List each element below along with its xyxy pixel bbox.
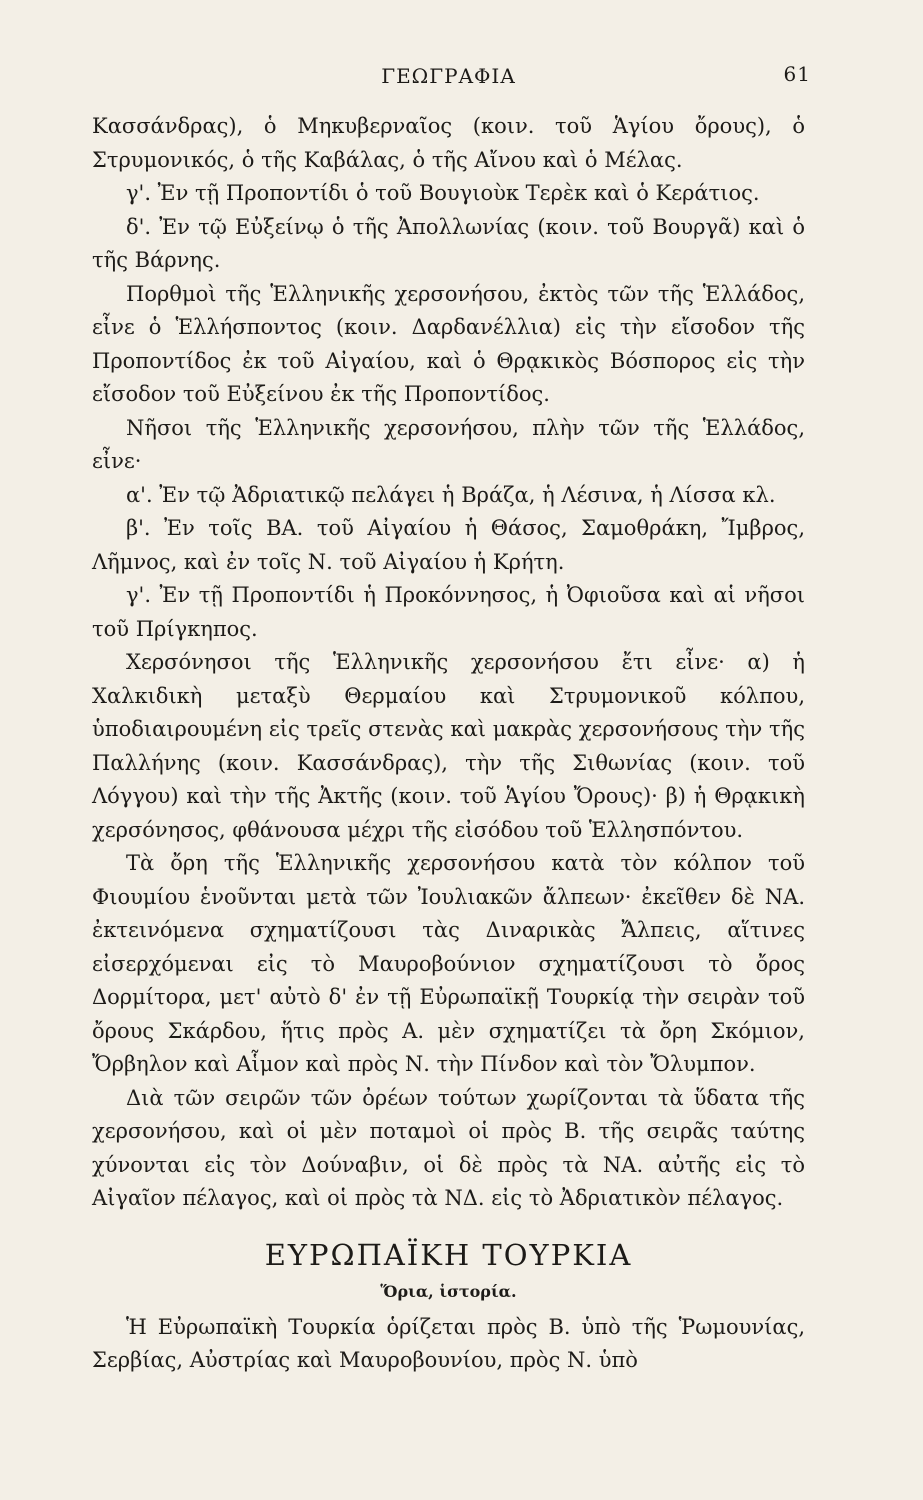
paragraph: β'. Ἐν τοῖς ΒΑ. τοῦ Αἰγαίου ἡ Θάσος, Σαμοθράκη, Ἴμβρος, Λῆμνος, καὶ ἐν τοῖς Ν. τοῦ Αἰγαίου ἡ Κρήτη. — [92, 516, 805, 574]
paragraph: γ'. Ἐν τῇ Προποντίδι ἡ Προκόννησος, ἡ Ὀφιοῦσα καὶ αἱ νῆσοι τοῦ Πρίγκηπος. — [92, 583, 805, 641]
paragraph: Κασσάνδρας), ὁ Μηκυβερναῖος (κοιν. τοῦ Ἁγίου ὄρους), ὁ Στρυμονικός, ὁ τῆς Καβάλας, ὁ τῆς Αἴνου καὶ ὁ Μέλας. — [92, 114, 805, 172]
paragraph: Νῆσοι τῆς Ἑλληνικῆς χερσονήσου, πλὴν τῶν τῆς Ἑλλάδος, εἶνε· — [92, 415, 805, 473]
paragraph: α'. Ἐν τῷ Ἀδριατικῷ πελάγει ἡ Βράζα, ἡ Λέσινα, ἡ Λίσσα κλ. — [126, 482, 776, 507]
section-body — [92, 1311, 805, 1378]
body-text — [92, 110, 805, 1216]
paragraph: δ'. Ἐν τῷ Εὐξείνῳ ὁ τῆς Ἀπολλωνίας (κοιν. τοῦ Βουργᾶ) καὶ ὁ τῆς Βάρνης. — [92, 214, 805, 272]
section-title: ΕΥΡΩΠΑΪΚΗ ΤΟΥΡΚΙΑ — [264, 1237, 633, 1272]
page-number: 61 — [783, 62, 811, 86]
paragraph: Ἡ Εὐρωπαϊκὴ Τουρκία ὁρίζεται πρὸς Β. ὑπὸ τῆς Ῥωμουνίας, Σερβίας, Αὐστρίας καὶ Μαυροβουνίου, πρὸς Ν. ὑπὸ — [92, 1314, 805, 1372]
running-title: ΓΕΩΓΡΑΦΙΑ — [381, 64, 516, 88]
section-subtitle: Ὅρια, ἱστορία. — [380, 1281, 517, 1301]
paragraph: γ'. Ἐν τῇ Προποντίδι ὁ τοῦ Βουγιοὺκ Τερὲκ καὶ ὁ Κεράτιος. — [126, 181, 760, 205]
running-head — [92, 58, 811, 98]
paragraph: Τὰ ὄρη τῆς Ἑλληνικῆς χερσονήσου κατὰ τὸν κόλπον τοῦ Φιουμίου ἑνοῦνται μετὰ τῶν Ἰουλιακῶν ἄλπεων· ἐκεῖθεν δὲ ΝΑ. ἐκτεινόμενα σχηματίζουσι τὰς Διναρικὰς Ἄλπεις, αἵτινες εἰσερχόμεναι εἰς τὸ Μαυροβούνιον σχηματίζουσι τὸ ὄρος Δορμίτορα, μετ' αὐτὸ δ' ἐν τῇ Εὐρωπαϊκῇ Τουρκίᾳ τὴν σειρὰν τοῦ ὄρους Σκάρδου, ἥτις πρὸς Α. μὲν σχηματίζει τὰ ὄρη Σκόμιον, Ὄρβηλον καὶ Αἷμον καὶ πρὸς Ν. τὴν Πίνδον καὶ τὸν Ὄλυμπον. — [92, 851, 805, 1076]
paragraph: Διὰ τῶν σειρῶν τῶν ὀρέων τούτων χωρίζονται τὰ ὕδατα τῆς χερσονήσου, καὶ οἱ μὲν ποταμοὶ οἱ πρὸς Β. τῆς σειρᾶς ταύτης χύνονται εἰς τὸν Δούναβιν, οἱ δὲ πρὸς τὰ ΝΑ. αὐτῆς εἰς τὸ Αἰγαῖον πέλαγος, καὶ οἱ πρὸς τὰ ΝΔ. εἰς τὸ Ἀδριατικὸν πέλαγος. — [92, 1085, 805, 1210]
paragraph: Πορθμοὶ τῆς Ἑλληνικῆς χερσονήσου, ἐκτὸς τῶν τῆς Ἑλλάδος, εἶνε ὁ Ἑλλήσποντος (κοιν. Δαρδανέλλια) εἰς τὴν εἴσοδον τῆς Προποντίδος ἐκ τοῦ Αἰγαίου, καὶ ὁ Θρᾳκικὸς Βόσπορος εἰς τὴν εἴσοδον τοῦ Εὐξείνου ἐκ τῆς Προποντίδος. — [92, 281, 805, 406]
paragraph: Χερσόνησοι τῆς Ἑλληνικῆς χερσονήσου ἔτι εἶνε· α) ἡ Χαλκιδικὴ μεταξὺ Θερμαίου καὶ Στρυμονικοῦ κόλπου, ὑποδιαιρουμένη εἰς τρεῖς στενὰς καὶ μακρὰς χερσονήσους τὴν τῆς Παλλήνης (κοιν. Κασσάνδρας), τὴν τῆς Σιθωνίας (κοιν. τοῦ Λόγγου) καὶ τὴν τῆς Ἀκτῆς (κοιν. τοῦ Ἁγίου Ὄρους)· β) ἡ Θρᾳκικὴ χερσόνησος, φθάνουσα μέχρι τῆς εἰσόδου τοῦ Ἑλλησπόντου. — [92, 650, 805, 842]
